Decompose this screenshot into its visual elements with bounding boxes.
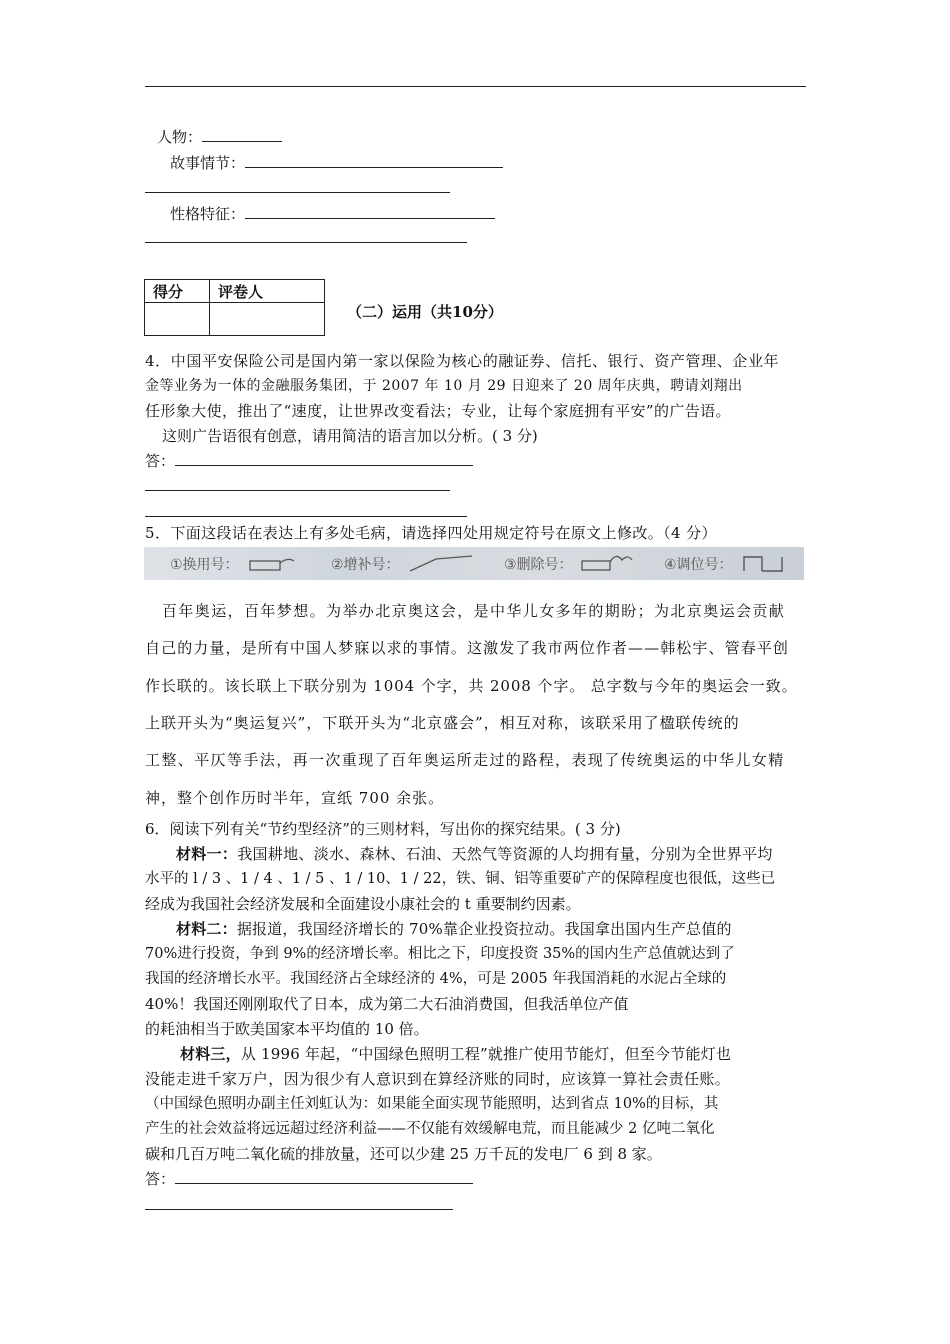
q6-m1-line-3: 经成为我国社会经济发展和全面建设小康社会的 t 重要制约因素。: [145, 895, 581, 913]
q6-m3-line-1: [180, 1042, 731, 1067]
symbol-replace: ①换用号：: [170, 557, 239, 573]
q5-passage-line-4: 上联开头为“奥运复兴”，下联开头为“北京盛会”，相互对称，该联采用了楹联传统的: [145, 714, 740, 732]
q6-answer-line-2[interactable]: [145, 1209, 453, 1210]
trait-row: [170, 203, 495, 224]
q4-line-2: 金等业务为一体的金融服务集团，于 2007 年 10 月 29 日迎来了 20 周年庆典，聘请刘翔出: [145, 378, 743, 394]
transpose-mark-icon: [740, 551, 790, 575]
q5-passage-line-3: 作长联的。该长联上下联分别为 1004 个字，共 2008 个字。 总字数与今年的奥运会一致。: [145, 677, 798, 695]
q6-answer-row: [145, 1168, 473, 1189]
plot-blank[interactable]: [245, 166, 503, 168]
q4-answer-row: [145, 450, 473, 471]
q4-answer-label: 答：: [145, 452, 176, 470]
symbol-insert: ②增补号：: [331, 557, 400, 573]
q6-m3-line-3: （中国绿色照明办副主任刘虹认为：如果能全面实现节能照明，达到省点 10%的目标，其: [145, 1096, 719, 1112]
grader-header: 评卷人: [210, 280, 325, 303]
plot-label: 故事情节：: [170, 154, 246, 172]
symbol-delete: ③删除号：: [504, 557, 573, 573]
plot-continuation-line[interactable]: [145, 192, 450, 193]
section-title: （二）运用（共10分）: [347, 303, 503, 321]
q5-passage-line-1: 百年奥运，百年梦想。为举办北京奥这会，是中华儿女多年的期盼；为北京奥运会贡献: [162, 602, 786, 620]
q6-m2-label: 材料二：: [176, 920, 237, 938]
correction-symbol-bar: [144, 547, 804, 580]
q6-m2-line-5: 的耗油相当于欧美国家本平均值的 10 倍。: [145, 1020, 429, 1038]
person-blank[interactable]: [202, 140, 282, 142]
symbol-transpose: ④调位号：: [664, 557, 733, 573]
q6-m2-line-1: [176, 917, 732, 942]
score-cell[interactable]: [145, 303, 210, 336]
q6-m3-line-2: 没能走进千家万户，因为很少有人意识到在算经济账的同时，应该算一算社会责任账。: [145, 1070, 731, 1088]
q4-line-1: 4．中国平安保险公司是国内第一家以保险为核心的融证券、信托、银行、资产管理、企业年: [145, 352, 780, 370]
q6-m3-line-4: 产生的社会效益将远远超过经济利益——不仅能有效缓解电荒，而且能减少 2 亿吨二氧化: [145, 1121, 715, 1137]
q6-m3-line-5: 碳和几百万吨二氧化硫的排放量，还可以少建 25 万千瓦的发电厂 6 到 8 家。: [145, 1145, 662, 1163]
q5-passage-line-2: 自己的力量，是所有中国人梦寐以求的事情。这激发了我市两位作者——韩松宇、管春平创: [145, 639, 790, 657]
q6-m2-text-1: 据报道，我国经济增长的 70%靠企业投资拉动。我国拿出国内生产总值的: [236, 920, 732, 938]
trait-continuation-line[interactable]: [145, 242, 467, 243]
replace-mark-icon: [246, 555, 296, 573]
trait-label: 性格特征：: [170, 205, 246, 223]
q6-m3-label: 材料三，: [180, 1045, 241, 1063]
insert-mark-icon: [406, 553, 476, 575]
score-header: 得分: [145, 280, 210, 303]
q6-m2-line-4: 40%！我国还刚刚取代了日本，成为第二大石油消费国，但我活单位产值: [145, 995, 629, 1013]
delete-mark-icon: [580, 552, 640, 574]
q4-answer-line-2[interactable]: [145, 490, 450, 491]
person-label: 人物：: [157, 128, 203, 146]
q6-title: 6．阅读下列有关“节约型经济”的三则材料，写出你的探究结果。( 3 分): [145, 820, 621, 838]
q6-m1-line-2: 水平的 l / 3 、1 / 4 、1 / 5 、1 / 10、1 / 22，铁、铜、铝等重要矿产的保障程度也很低，这些已: [145, 871, 776, 887]
q6-m1-label: 材料一：: [176, 845, 238, 863]
q6-m2-line-2: 70%进行投资，争到 9%的经济增长率。相比之下，印度投资 35%的国内生产总值就达到了: [145, 946, 735, 962]
trait-blank[interactable]: [245, 217, 495, 219]
q4-answer-line-3[interactable]: [145, 516, 467, 517]
q6-m2-line-3: 我国的经济增长水平。我国经济占全球经济的 4%，可是 2005 年我国消耗的水泥占全球的: [145, 971, 727, 987]
person-row: [157, 126, 282, 147]
q4-line-3: 任形象大使，推出了“速度，让世界改变看法；专业，让每个家庭拥有平安”的广告语。: [145, 402, 731, 420]
grader-cell[interactable]: [210, 303, 325, 336]
q6-m1-text-1: 我国耕地、淡水、森林、石油、天然气等资源的人均拥有量，分别为全世界平均: [237, 845, 773, 863]
plot-row: [170, 152, 503, 173]
q4-answer-blank[interactable]: [175, 464, 473, 466]
q6-m1-line-1: [176, 842, 773, 867]
q6-answer-blank[interactable]: [175, 1182, 473, 1184]
score-table: [144, 279, 325, 336]
q5-title: 5．下面这段话在表达上有多处毛病，请选择四处用规定符号在原文上修改。（4 分）: [145, 524, 717, 542]
q5-passage-line-6: 神，整个创作历时半年，宣纸 700 余张。: [145, 789, 445, 807]
header-rule: [145, 86, 806, 87]
q6-answer-label: 答：: [145, 1170, 176, 1188]
q6-m3-text-1: 从 1996 年起，“中国绿色照明工程”就推广使用节能灯，但至今节能灯也: [240, 1045, 732, 1063]
q4-line-4: 这则广告语很有创意，请用简洁的语言加以分析。( 3 分): [162, 427, 538, 445]
q5-passage-line-5: 工整、平仄等手法，再一次重现了百年奥运所走过的路程，表现了传统奥运的中华儿女精: [145, 751, 785, 769]
